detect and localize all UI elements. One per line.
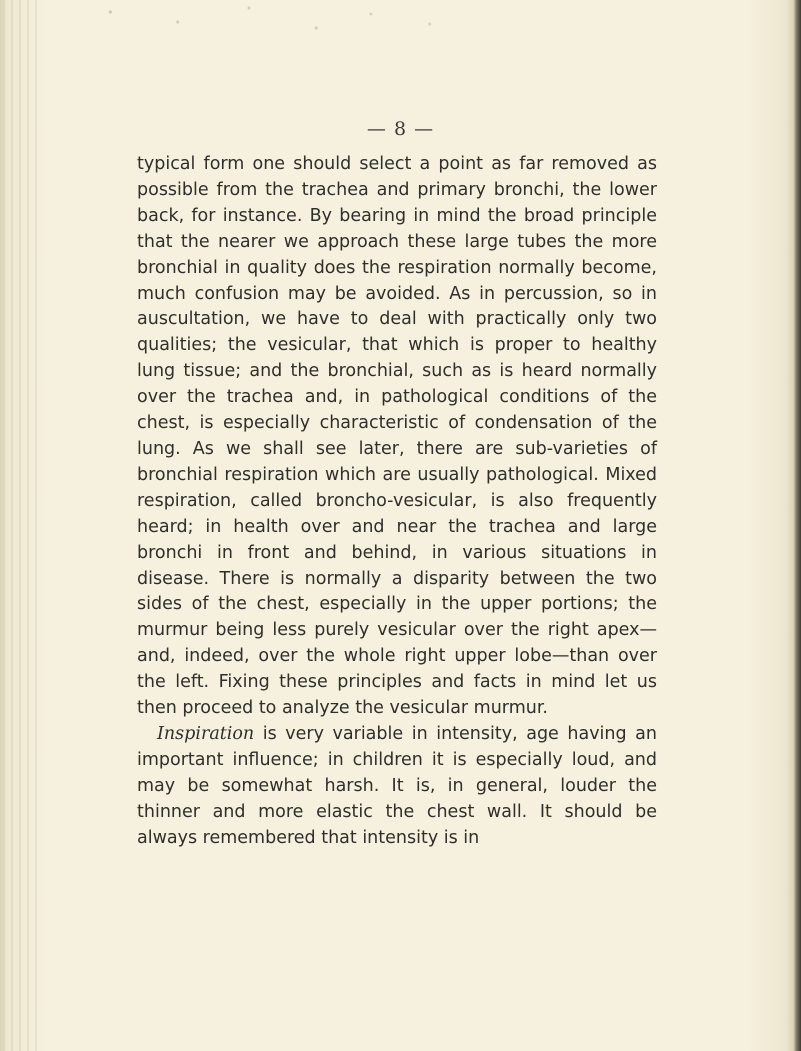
paragraph-1: typical form one should select a point as far removed as possible from the trachea and primary bronchi, the lower back, for instance. By bearing in mind the broad principle that the nearer we approach these large tubes the more bronchial in quality does the respiration normally become, much confusion may be avoided. As in percussion, so in auscultation, we have to deal with practically only two qualities; the vesicular, that which is proper to healthy lung tissue; and the bronchial, such as is heard normally over the trachea and, in pathological conditions of the chest, is especially characteristic of condensation of the lung. As we shall see later, there are sub-varieties of bronchial respiration which are usually pathological. Mixed respiration, called broncho-vesicular, is also frequently heard; in health over and near the trachea and large bronchi in front and behind, in various situations in disease. There is normally a disparity between the two sides of the chest, especially in the upper portions; the murmur being less purely vesicular over the right apex—and, indeed, over the whole right upper lobe—than over the left. Fixing these principles and facts in mind let us then proceed to analyze the vesicular murmur. <box>137 154 657 719</box>
paragraph-2-text: is very variable in intensity, age having an important influence; in children it is especially loud, and may be somewhat harsh. It is, in general, louder the thinner and more elastic the chest wall. It should be always remembered that intensity is in <box>137 723 657 848</box>
paper-speckles <box>60 0 480 40</box>
paragraph-2 <box>137 722 657 852</box>
body-text <box>137 152 657 851</box>
paragraph-2-lead-italic: Inspiration <box>157 723 255 744</box>
page-number: — 8 — <box>366 118 435 140</box>
page-edge-shadow <box>787 0 801 1051</box>
page-gutter-shadow <box>0 0 38 1051</box>
